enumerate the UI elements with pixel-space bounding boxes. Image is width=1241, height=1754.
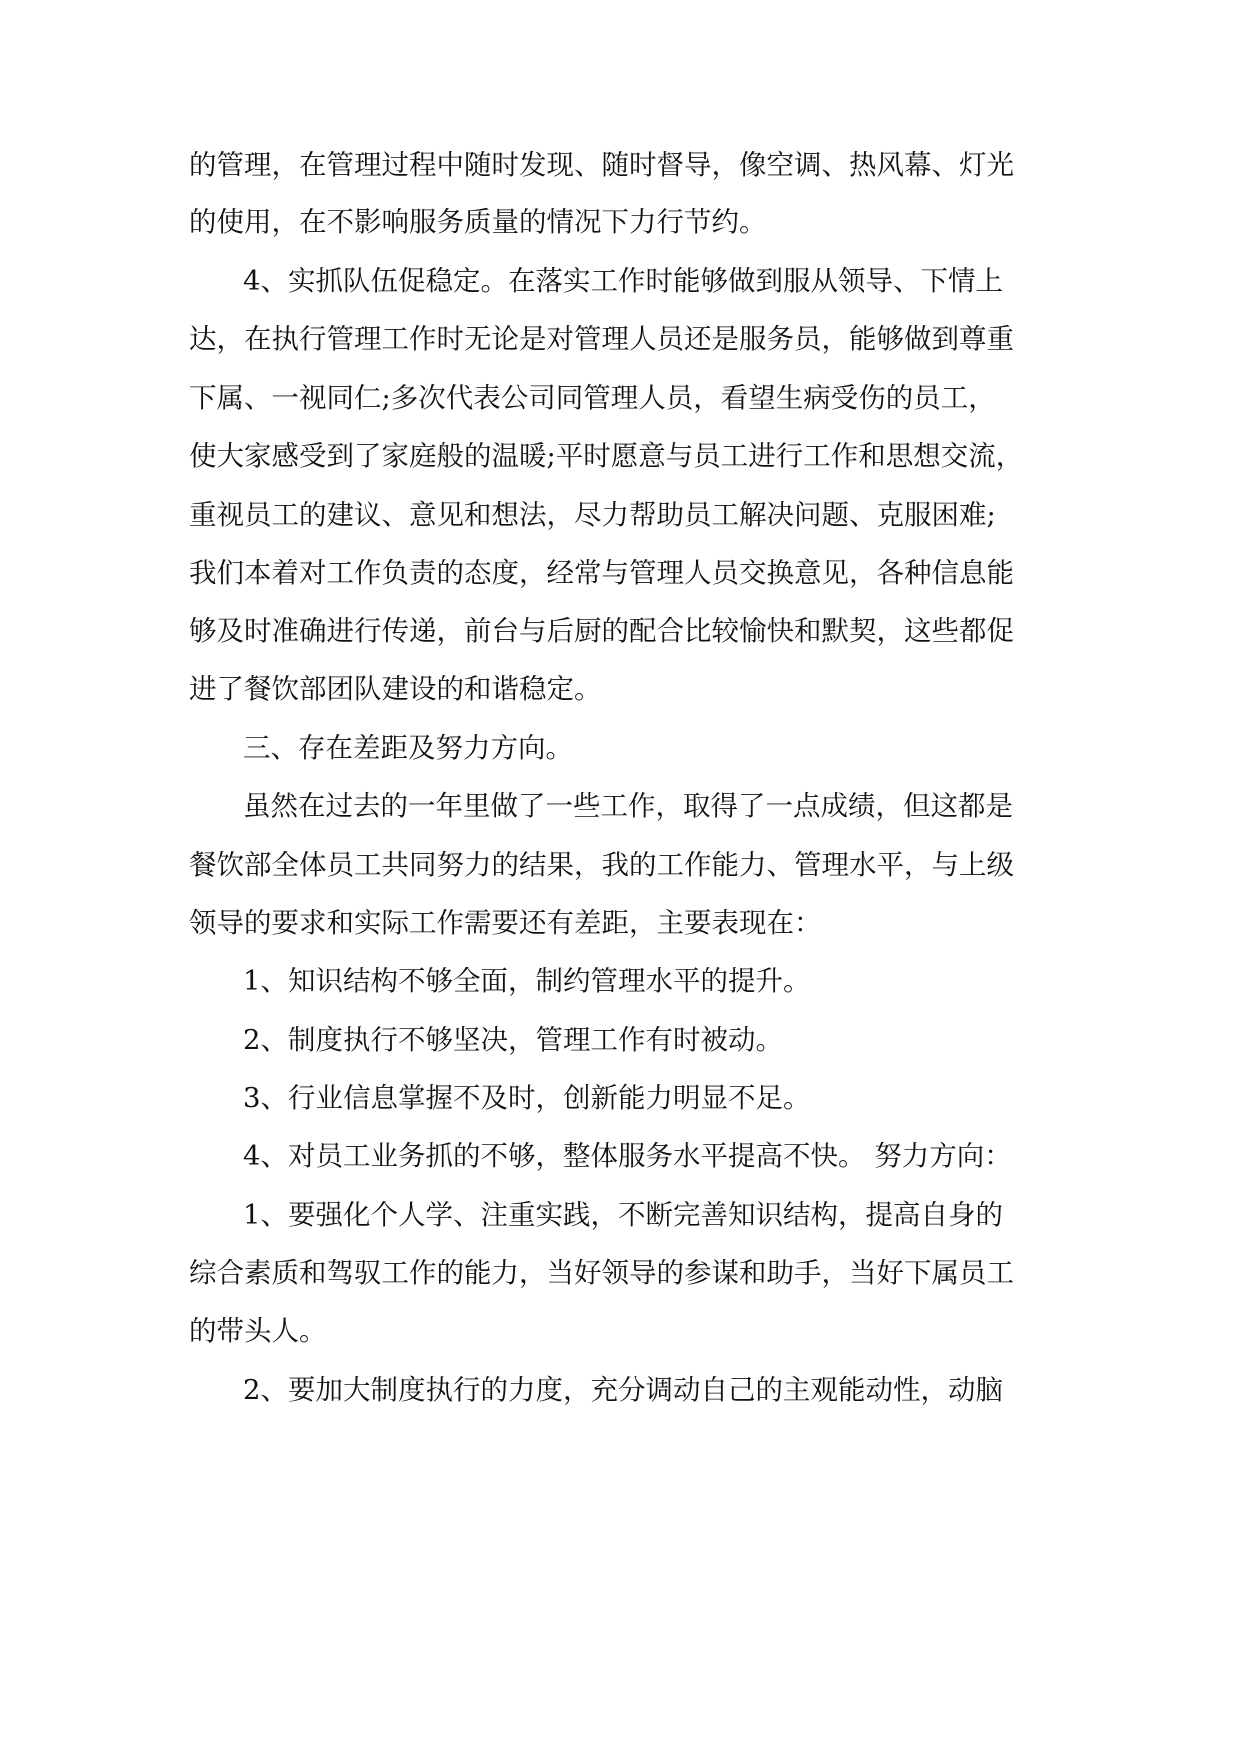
text-line: 进了餐饮部团队建设的和谐稳定。 bbox=[189, 673, 602, 705]
text-line: 的带头人。 bbox=[189, 1315, 327, 1347]
list-item: 2、制度执行不够坚决，管理工作有时被动。 bbox=[243, 1024, 783, 1056]
text-line: 餐饮部全体员工共同努力的结果，我的工作能力、管理水平，与上级 bbox=[189, 849, 1014, 881]
list-item: 1、要强化个人学、注重实践，不断完善知识结构，提高自身的 bbox=[243, 1199, 1003, 1231]
list-item: 3、行业信息掌握不及时，创新能力明显不足。 bbox=[243, 1082, 811, 1114]
list-item: 2、要加大制度执行的力度，充分调动自己的主观能动性，动脑 bbox=[243, 1374, 1003, 1406]
text-line: 的使用，在不影响服务质量的情况下力行节约。 bbox=[189, 206, 767, 238]
text-line: 我们本着对工作负责的态度，经常与管理人员交换意见，各种信息能 bbox=[189, 557, 1014, 589]
text-line: 达，在执行管理工作时无论是对管理人员还是服务员，能够做到尊重 bbox=[189, 323, 1014, 355]
text-line: 够及时准确进行传递，前台与后厨的配合比较愉快和默契，这些都促 bbox=[189, 615, 1014, 647]
text-line: 使大家感受到了家庭般的温暖;平时愿意与员工进行工作和思想交流， bbox=[189, 440, 1024, 472]
list-item: 4、对员工业务抓的不够，整体服务水平提高不快。 努力方向： bbox=[243, 1140, 1012, 1172]
list-item: 1、知识结构不够全面，制约管理水平的提升。 bbox=[243, 965, 811, 997]
text-line: 综合素质和驾驭工作的能力，当好领导的参谋和助手，当好下属员工 bbox=[189, 1257, 1014, 1289]
text-line: 重视员工的建议、意见和想法，尽力帮助员工解决问题、克服困难; bbox=[189, 499, 996, 531]
section-heading: 三、存在差距及努力方向。 bbox=[243, 732, 573, 764]
text-line: 的管理，在管理过程中随时发现、随时督导，像空调、热风幕、灯光 bbox=[189, 149, 1014, 181]
text-line: 领导的要求和实际工作需要还有差距，主要表现在： bbox=[189, 907, 822, 939]
text-line: 虽然在过去的一年里做了一些工作，取得了一点成绩，但这都是 bbox=[243, 790, 1013, 822]
text-line: 下属、一视同仁;多次代表公司同管理人员，看望生病受伤的员工， bbox=[189, 382, 996, 414]
text-line: 4、实抓队伍促稳定。在落实工作时能够做到服从领导、下情上 bbox=[243, 265, 1003, 297]
